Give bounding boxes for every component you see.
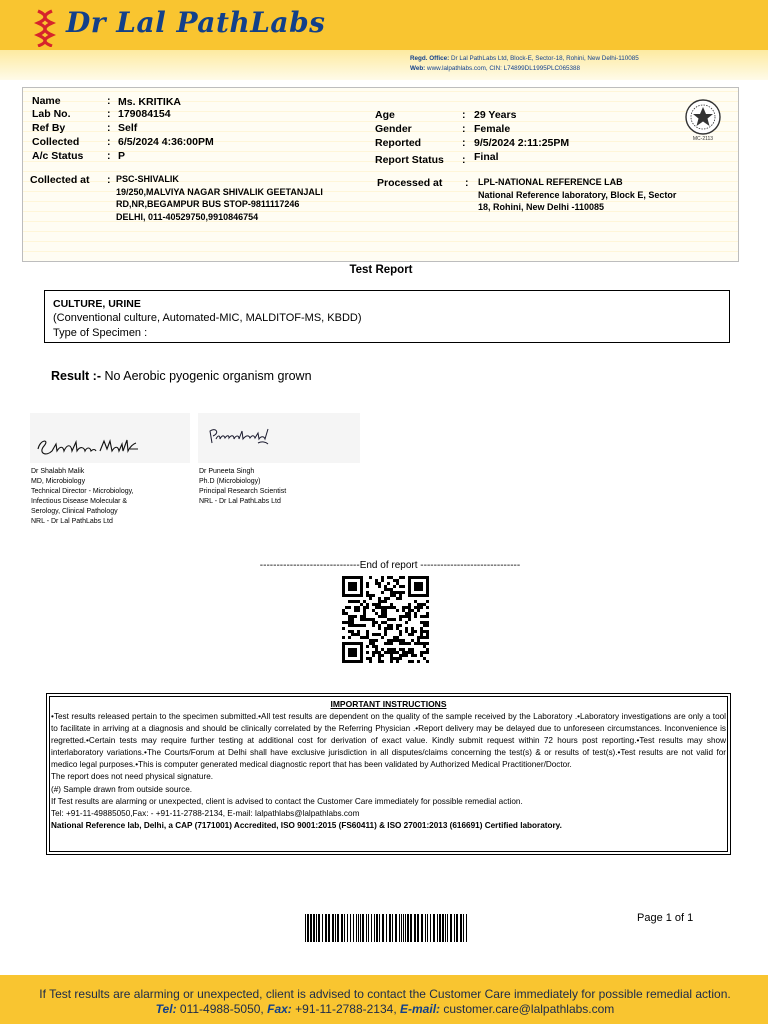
labno-value: 179084154 [118, 108, 171, 120]
name-label: Name [32, 95, 61, 107]
result-value: No Aerobic pyogenic organism grown [104, 369, 312, 383]
instructions-line: If Test results are alarming or unexpected, client is advised to contact the Customer Care immediately for possible remedial action. [51, 796, 523, 806]
colon: : [462, 123, 466, 135]
regd-text: Dr Lal PathLabs Ltd, Block-E, Sector-18, Rohini, New Delhi-110085 [450, 55, 639, 62]
cap-accreditation-seal-icon [683, 98, 723, 142]
result-line [51, 369, 312, 383]
instructions-title: IMPORTANT INSTRUCTIONS [330, 699, 447, 709]
colon: : [107, 174, 111, 186]
accreditation-line: National Reference lab, Delhi, a CAP (7171001) Accredited, ISO 9001:2015 (FS60411) & ISO 27001:2013 (616691) Certified laboratory. [51, 820, 562, 830]
web-text: www.lalpathlabs.com, CIN: L74899DL1995PLC065388 [427, 65, 581, 72]
signatory-line: Technical Director - Microbiology, [31, 488, 134, 495]
address-line: LPL-NATIONAL REFERENCE LAB [478, 177, 623, 187]
address-line: DELHI, 011-40529750,9910846754 [116, 211, 259, 222]
refby-label: Ref By [32, 122, 66, 134]
colon: : [465, 177, 469, 189]
signatory-details [199, 467, 286, 507]
test-details-box [44, 290, 730, 343]
address-line: National Reference laboratory, Block E, Sector [478, 189, 677, 200]
qr-code [340, 576, 432, 664]
instructions-line: The report does not need physical signature. [51, 772, 214, 782]
signatory-line: Dr Puneeta Singh [199, 468, 255, 475]
signatory-line: NRL - Dr Lal PathLabs Ltd [199, 498, 281, 505]
colon: : [462, 137, 466, 149]
test-name: CULTURE, URINE [53, 298, 141, 310]
header-fade [0, 50, 768, 80]
collected-value: 6/5/2024 4:36:00PM [118, 136, 214, 148]
signatory-line: Principal Research Scientist [199, 488, 287, 495]
signatory-line: Infectious Disease Molecular & [31, 498, 128, 505]
processed-at-label: Processed at [377, 177, 443, 189]
footer-contact [0, 1002, 768, 1016]
test-report-title: Test Report [349, 264, 413, 276]
address-line: 18, Rohini, New Delhi -110085 [478, 202, 605, 212]
age-value: 29 Years [474, 109, 517, 121]
colon: : [462, 154, 466, 166]
registered-office [410, 54, 639, 74]
colon: : [107, 95, 111, 107]
collected-at-label: Collected at [30, 174, 90, 186]
tel-value: 011-4988-5050, [179, 1002, 264, 1016]
processed-at-address [478, 176, 676, 214]
signature-area [198, 413, 360, 463]
name-value: Ms. KRITIKA [118, 96, 181, 108]
address-line: 19/250,MALVIYA NAGAR SHIVALIK GEETANJALI [116, 186, 323, 197]
dna-logo-icon [34, 9, 56, 47]
signature-image [30, 413, 190, 463]
signatory-line: MD, Microbiology [31, 478, 86, 485]
collected-label: Collected [32, 136, 80, 148]
page-number: Page 1 of 1 [637, 912, 694, 924]
instructions-line: (#) Sample drawn from outside source. [51, 784, 193, 794]
signatory-line: Serology, Clinical Pathology [31, 508, 118, 515]
signatory-details [31, 467, 134, 527]
acstatus-label: A/c Status [32, 150, 84, 162]
seal-text: MC-2113 [692, 136, 714, 142]
end-of-report: ------------------------------End of report ------------------------------ [259, 560, 521, 571]
tel-label: Tel: [155, 1002, 177, 1016]
signatory-line: Ph.D (Microbiology) [199, 478, 261, 485]
specimen-type: Type of Specimen : [53, 327, 148, 339]
instructions-line: Tel: +91-11-49885050,Fax: - +91-11-2788-2134, E-mail: lalpathlabs@lalpathlabs.com [51, 808, 360, 818]
email-label: E-mail: [400, 1002, 441, 1016]
refby-value: Self [118, 122, 138, 134]
colon: : [107, 136, 111, 148]
footer-notice: If Test results are alarming or unexpected, client is advised to contact the Customer Care immediately for possible remedial action. [39, 987, 731, 1001]
signatory-line: Dr Shalabh Malik [31, 468, 85, 475]
collected-at-address [116, 173, 323, 223]
age-label: Age [375, 109, 395, 121]
acstatus-value: P [118, 150, 126, 162]
regd-label: Regd. Office: [410, 55, 450, 62]
test-method: (Conventional culture, Automated-MIC, MALDITOF-MS, KBDD) [53, 312, 362, 324]
email-value: customer.care@lalpathlabs.com [443, 1002, 615, 1016]
brand-logo-text: Dr Lal PathLabs [66, 6, 326, 39]
signatory-line: NRL - Dr Lal PathLabs Ltd [31, 518, 113, 525]
reported-value: 9/5/2024 2:11:25PM [474, 137, 570, 149]
colon: : [107, 122, 111, 134]
labno-label: Lab No. [32, 108, 71, 120]
important-instructions-box [46, 693, 731, 855]
result-label: Result :- [51, 369, 101, 383]
barcode [305, 914, 471, 942]
signature-image [198, 413, 360, 463]
gender-label: Gender [375, 123, 412, 135]
address-line: PSC-SHIVALIK [116, 174, 179, 184]
fax-label: Fax: [267, 1002, 292, 1016]
colon: : [107, 150, 111, 162]
web-label: Web: [410, 65, 426, 72]
gender-value: Female [474, 123, 511, 135]
colon: : [462, 109, 466, 121]
report-status-label: Report Status [375, 154, 444, 166]
reported-label: Reported [375, 137, 422, 149]
instructions-paragraph: •Test results released pertain to the specimen submitted.•All test results are dependent on the quality of the sample received by the Laboratory .•Laboratory investigations are only a tool to facilitate in arriving at a diagnosis and should be clinically correlated by the Referring Physician .•Report delivery may be delayed due to unforeseen circumstances. Inconvenience is regretted.•Certain tests may require further testing at additional cost for derivation of exact value. Kindly submit request within 72 hours post reporting.•Test results may show interlaboratory variations.•The Courts/Forum at Delhi shall have exclusive jurisdiction in all disputes/claims concerning the test(s) & or results of test(s).•Test results are not valid for medico legal purposes.•This is computer generated medical diagnostic report that has been validated by Authorized Medical Practitioner/Doctor. [51, 712, 726, 770]
report-status-value: Final [474, 151, 499, 163]
signature-area [30, 413, 190, 463]
colon: : [107, 108, 111, 120]
address-line: RD,NR,BEGAMPUR BUS STOP-9811117246 [116, 199, 300, 209]
fax-value: +91-11-2788-2134, [295, 1002, 397, 1016]
